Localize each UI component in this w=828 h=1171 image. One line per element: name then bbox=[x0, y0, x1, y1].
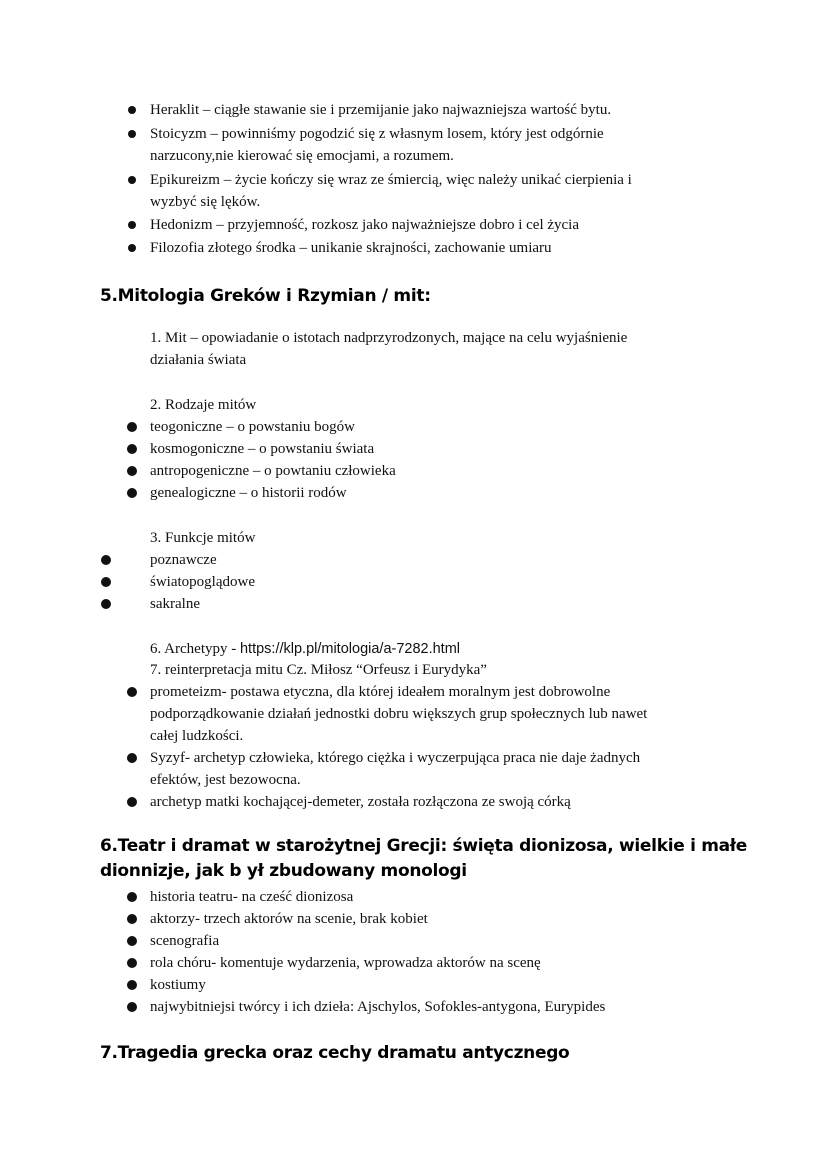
bullet-icon bbox=[127, 687, 137, 697]
bullet-icon bbox=[127, 936, 137, 946]
list-item-continuation: narzucony,nie kierować się emocjami, a rozumem. bbox=[150, 148, 454, 164]
paragraph-line: 1. Mit – opowiadanie o istotach nadprzyrodzonych, mające na celu wyjaśnienie bbox=[150, 330, 628, 346]
list-item: teogoniczne – o powstaniu bogów bbox=[150, 419, 355, 435]
bullet-icon bbox=[128, 244, 136, 252]
list-item: Filozofia złotego środka – unikanie skrajności, zachowanie umiaru bbox=[150, 240, 552, 256]
list-item-continuation: całej ludzkości. bbox=[150, 728, 244, 744]
bullet-icon bbox=[101, 577, 111, 587]
bullet-icon bbox=[127, 488, 137, 498]
list-item: kosmogoniczne – o powstaniu świata bbox=[150, 441, 375, 457]
section-heading: 6.Teatr i dramat w starożytnej Grecji: święta dionizosa, wielkie i małe bbox=[100, 836, 748, 856]
list-item-continuation: wyzbyć się lęków. bbox=[150, 194, 261, 210]
subsection-title: 2. Rodzaje mitów bbox=[150, 397, 257, 413]
paragraph-line: 7. reinterpretacja mitu Cz. Miłosz “Orfeusz i Eurydyka” bbox=[150, 662, 487, 678]
list-item: sakralne bbox=[150, 596, 200, 612]
bullet-icon bbox=[127, 753, 137, 763]
bullet-icon bbox=[128, 106, 136, 114]
bullet-icon bbox=[128, 176, 136, 184]
bullet-icon bbox=[127, 1002, 137, 1012]
list-item: światopoglądowe bbox=[150, 574, 255, 590]
list-item: aktorzy- trzech aktorów na scenie, brak kobiet bbox=[150, 911, 428, 927]
list-item: antropogeniczne – o powtaniu człowieka bbox=[150, 463, 396, 479]
list-item: kostiumy bbox=[150, 977, 206, 993]
bullet-icon bbox=[127, 466, 137, 476]
archetypy-label: 6. Archetypy - bbox=[150, 641, 240, 657]
section-heading: 7.Tragedia grecka oraz cechy dramatu antycznego bbox=[100, 1043, 570, 1063]
archetypy-line bbox=[150, 638, 460, 660]
bullet-icon bbox=[127, 422, 137, 432]
list-item: scenografia bbox=[150, 933, 220, 949]
bullet-icon bbox=[127, 980, 137, 990]
bullet-icon bbox=[127, 958, 137, 968]
list-item: Syzyf- archetyp człowieka, którego ciężka i wyczerpująca praca nie daje żadnych bbox=[150, 750, 641, 766]
bullet-icon bbox=[101, 599, 111, 609]
bullet-icon bbox=[127, 444, 137, 454]
list-item: Hedonizm – przyjemność, rozkosz jako najważniejsze dobro i cel życia bbox=[150, 217, 580, 233]
section-heading-continuation: dionnizje, jak b ył zbudowany monologi bbox=[100, 861, 467, 881]
list-item: poznawcze bbox=[150, 552, 217, 568]
list-item: Heraklit – ciągłe stawanie sie i przemijanie jako najwazniejsza wartość bytu. bbox=[150, 102, 612, 118]
bullet-icon bbox=[127, 892, 137, 902]
list-item: archetyp matki kochającej-demeter, została rozłączona ze swoją córką bbox=[150, 794, 571, 810]
subsection-title: 3. Funkcje mitów bbox=[150, 530, 256, 546]
archetypy-link[interactable]: https://klp.pl/mitologia/a-7282.html bbox=[239, 641, 461, 657]
bullet-icon bbox=[128, 130, 136, 138]
list-item: prometeizm- postawa etyczna, dla której ideałem moralnym jest dobrowolne bbox=[150, 684, 611, 700]
bullet-icon bbox=[128, 221, 136, 229]
list-item: Stoicyzm – powinniśmy pogodzić się z własnym losem, który jest odgórnie bbox=[150, 126, 604, 142]
list-item: historia teatru- na cześć dionizosa bbox=[150, 889, 354, 905]
bullet-icon bbox=[127, 797, 137, 807]
section-heading: 5.Mitologia Greków i Rzymian / mit: bbox=[100, 286, 431, 306]
bullet-icon bbox=[101, 555, 111, 565]
list-item-continuation: podporządkowanie działań jednostki dobru większych grup społecznych lub nawet bbox=[150, 706, 648, 722]
list-item-continuation: efektów, jest bezowocna. bbox=[150, 772, 301, 788]
bullet-icon bbox=[127, 914, 137, 924]
list-item: najwybitniejsi twórcy i ich dzieła: Ajschylos, Sofokles-antygona, Eurypides bbox=[150, 999, 606, 1015]
list-item: rola chóru- komentuje wydarzenia, wprowadza aktorów na scenę bbox=[150, 955, 541, 971]
paragraph-line: działania świata bbox=[150, 352, 247, 368]
list-item: genealogiczne – o historii rodów bbox=[150, 485, 347, 501]
list-item: Epikureizm – życie kończy się wraz ze śmiercią, więc należy unikać cierpienia i bbox=[150, 172, 632, 188]
